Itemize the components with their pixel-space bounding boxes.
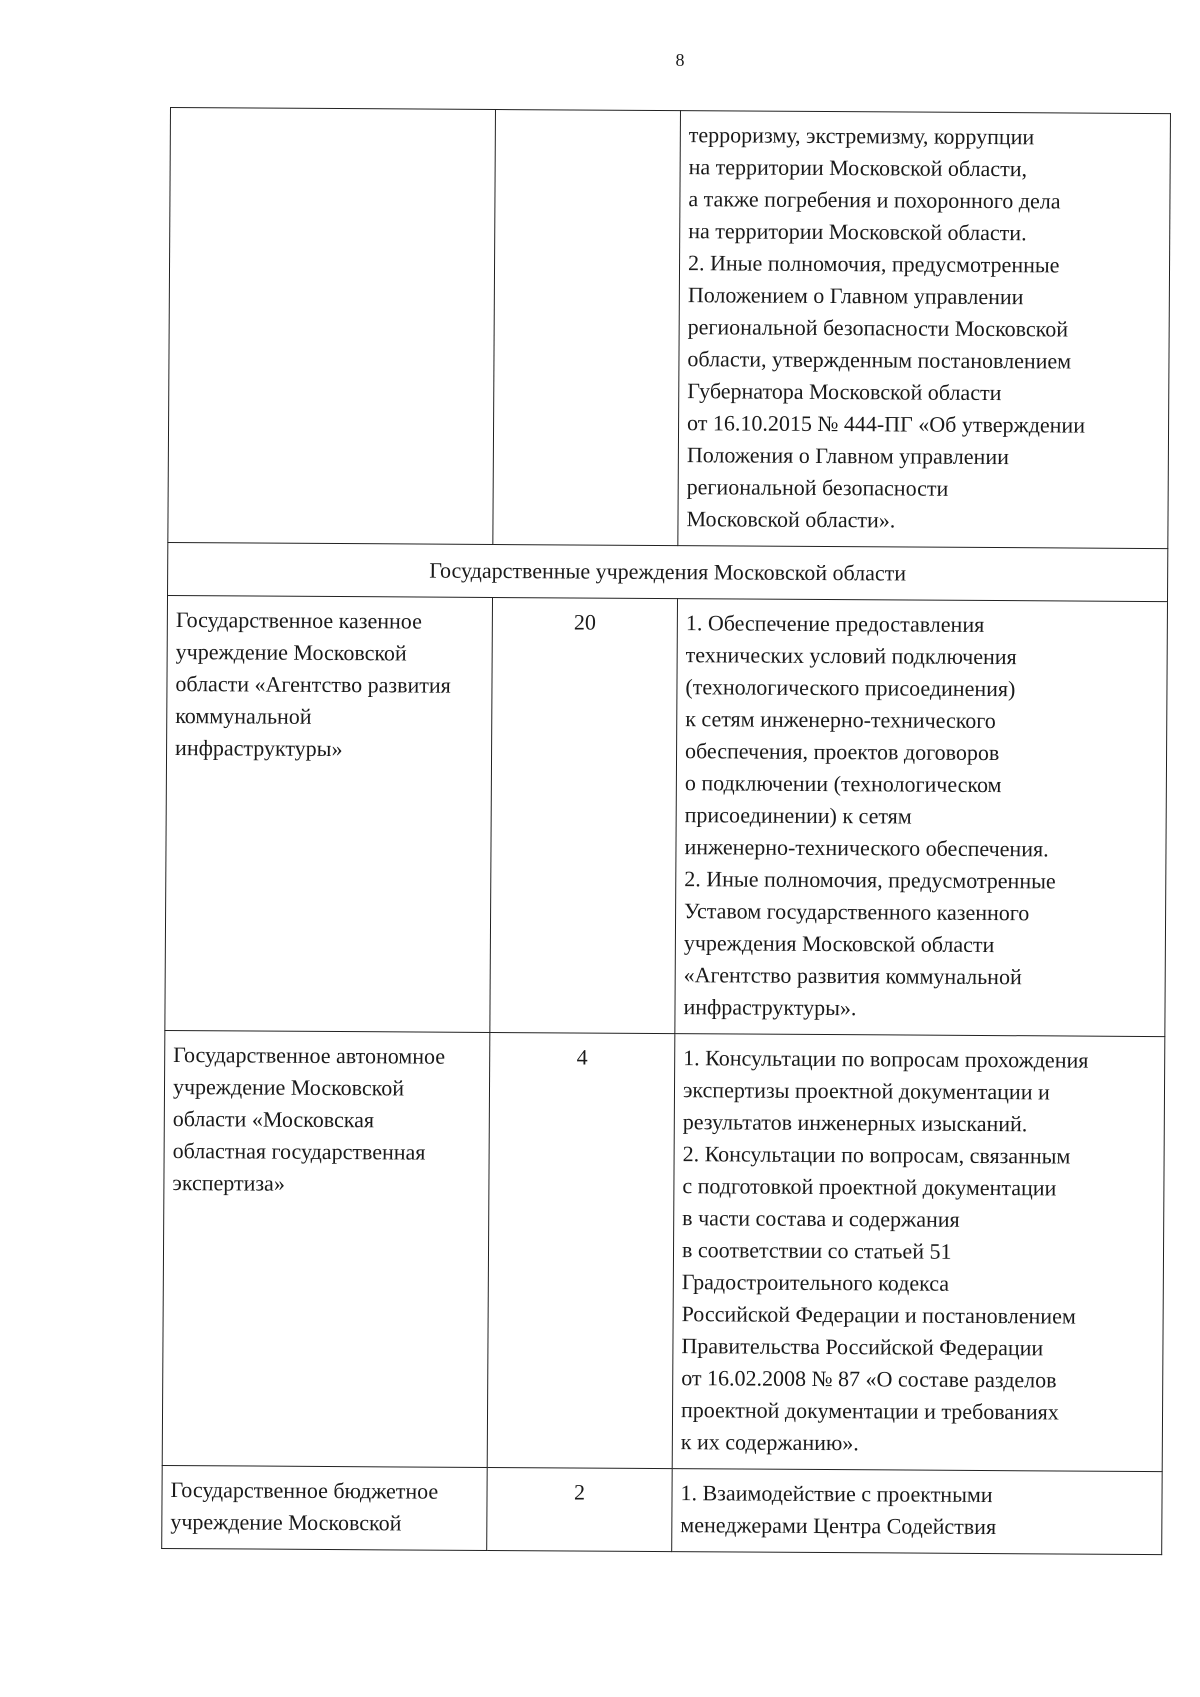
text-line: 2. Консультации по вопросам, связанным: [682, 1141, 1071, 1169]
text-line: региональной безопасности Московской: [687, 314, 1069, 342]
text-line: Положением о Главном управлении: [687, 282, 1024, 310]
text-line: на территории Московской области.: [688, 218, 1027, 246]
org-name-cell: [165, 595, 493, 1032]
table-row-continuation: [168, 108, 1171, 549]
text-line: инженерно-технического обеспечения.: [684, 834, 1049, 862]
text-line: 1. Консультации по вопросам прохождения: [683, 1045, 1089, 1073]
staff-count-cell: 20: [490, 597, 678, 1033]
text-line: учреждение Московской: [170, 1509, 402, 1536]
text-line: присоединении) к сетям: [684, 802, 912, 829]
text-line: обеспечения, проектов договоров: [685, 738, 1000, 766]
text-line: 1. Взаимодействие с проектными: [680, 1480, 993, 1508]
text-line: Градостроительного кодекса: [681, 1269, 950, 1296]
text-line: Правительства Российской Федерации: [681, 1333, 1044, 1361]
staff-count-cell: 4: [487, 1032, 675, 1468]
section-header: Государственные учреждения Московской области: [168, 542, 1168, 601]
text-line: Государственное бюджетное: [170, 1477, 439, 1504]
text-line: менеджерами Центра Содействия: [680, 1512, 997, 1540]
text-line: 2. Иные полномочия, предусмотренные: [687, 250, 1060, 278]
text-line: (технологического присоединения): [685, 674, 1016, 702]
text-line: Государственное казенное: [175, 607, 422, 634]
functions-cell: [675, 599, 1168, 1037]
org-name-cell: [162, 1465, 488, 1550]
text-line: Уставом государственного казенного: [684, 898, 1030, 926]
text-line: Московской области».: [686, 506, 896, 533]
page-number: 8: [675, 50, 685, 70]
text-line: о подключении (технологическом: [684, 770, 1002, 798]
text-line: а также погребения и похоронного дела: [688, 186, 1061, 214]
text-line: экспертиза»: [172, 1170, 285, 1196]
text-line: с подготовкой проектной документации: [682, 1173, 1057, 1201]
text-line: экспертизы проектной документации и: [682, 1077, 1050, 1105]
text-line: 1. Обеспечение предоставления: [685, 610, 985, 637]
text-line: от 16.10.2015 № 444-ПГ «Об утверждении: [687, 410, 1086, 438]
text-line: Губернатора Московской области: [687, 378, 1002, 406]
text-line: «Агентство развития коммунальной: [683, 962, 1022, 990]
text-line: 2. Иные полномочия, предусмотренные: [684, 866, 1056, 894]
authorities-table: [161, 107, 1171, 1555]
table-row: [165, 595, 1168, 1036]
table-row: [162, 1465, 1162, 1554]
text-line: области «Агентство развития: [175, 671, 451, 698]
text-line: инфраструктуры»: [175, 735, 343, 762]
staff-count-cell: 2: [487, 1467, 673, 1551]
text-line: в части состава и содержания: [682, 1205, 960, 1232]
text-line: к сетям инженерно-технического: [685, 706, 996, 734]
text-line: Положения о Главном управлении: [686, 442, 1010, 470]
text-line: Российской Федерации и постановлением: [681, 1301, 1076, 1329]
text-line: региональной безопасности: [686, 474, 949, 501]
text-line: Государственное автономное: [173, 1042, 446, 1069]
text-line: результатов инженерных изысканий.: [682, 1109, 1028, 1137]
section-header-row: [168, 542, 1168, 601]
text-line: к их содержанию».: [680, 1429, 859, 1456]
text-line: учреждения Московской области: [683, 930, 995, 958]
staff-count-cell: [493, 109, 681, 545]
text-line: учреждение Московской: [175, 639, 407, 666]
org-name-cell: [162, 1030, 490, 1467]
text-line: технических условий подключения: [685, 642, 1017, 670]
text-line: области, утвержденным постановлением: [687, 346, 1072, 374]
text-line: от 16.02.2008 № 87 «О составе разделов: [681, 1365, 1057, 1393]
text-line: проектной документации и требованиях: [680, 1397, 1059, 1425]
text-line: в соответствии со статьей 51: [681, 1237, 952, 1264]
text-line: на территории Московской области,: [688, 154, 1028, 182]
functions-cell: [678, 111, 1171, 549]
text-line: учреждение Московской: [172, 1074, 405, 1101]
functions-cell: [672, 1034, 1165, 1472]
text-line: областная государственная: [172, 1138, 426, 1165]
table-row: [162, 1030, 1165, 1471]
text-line: области «Московская: [172, 1106, 375, 1133]
text-line: инфраструктуры».: [683, 994, 857, 1021]
text-line: коммунальной: [175, 703, 312, 729]
text-line: терроризму, экстремизму, коррупции: [688, 122, 1035, 150]
org-name-cell: [168, 108, 496, 545]
functions-cell: [672, 1469, 1162, 1555]
